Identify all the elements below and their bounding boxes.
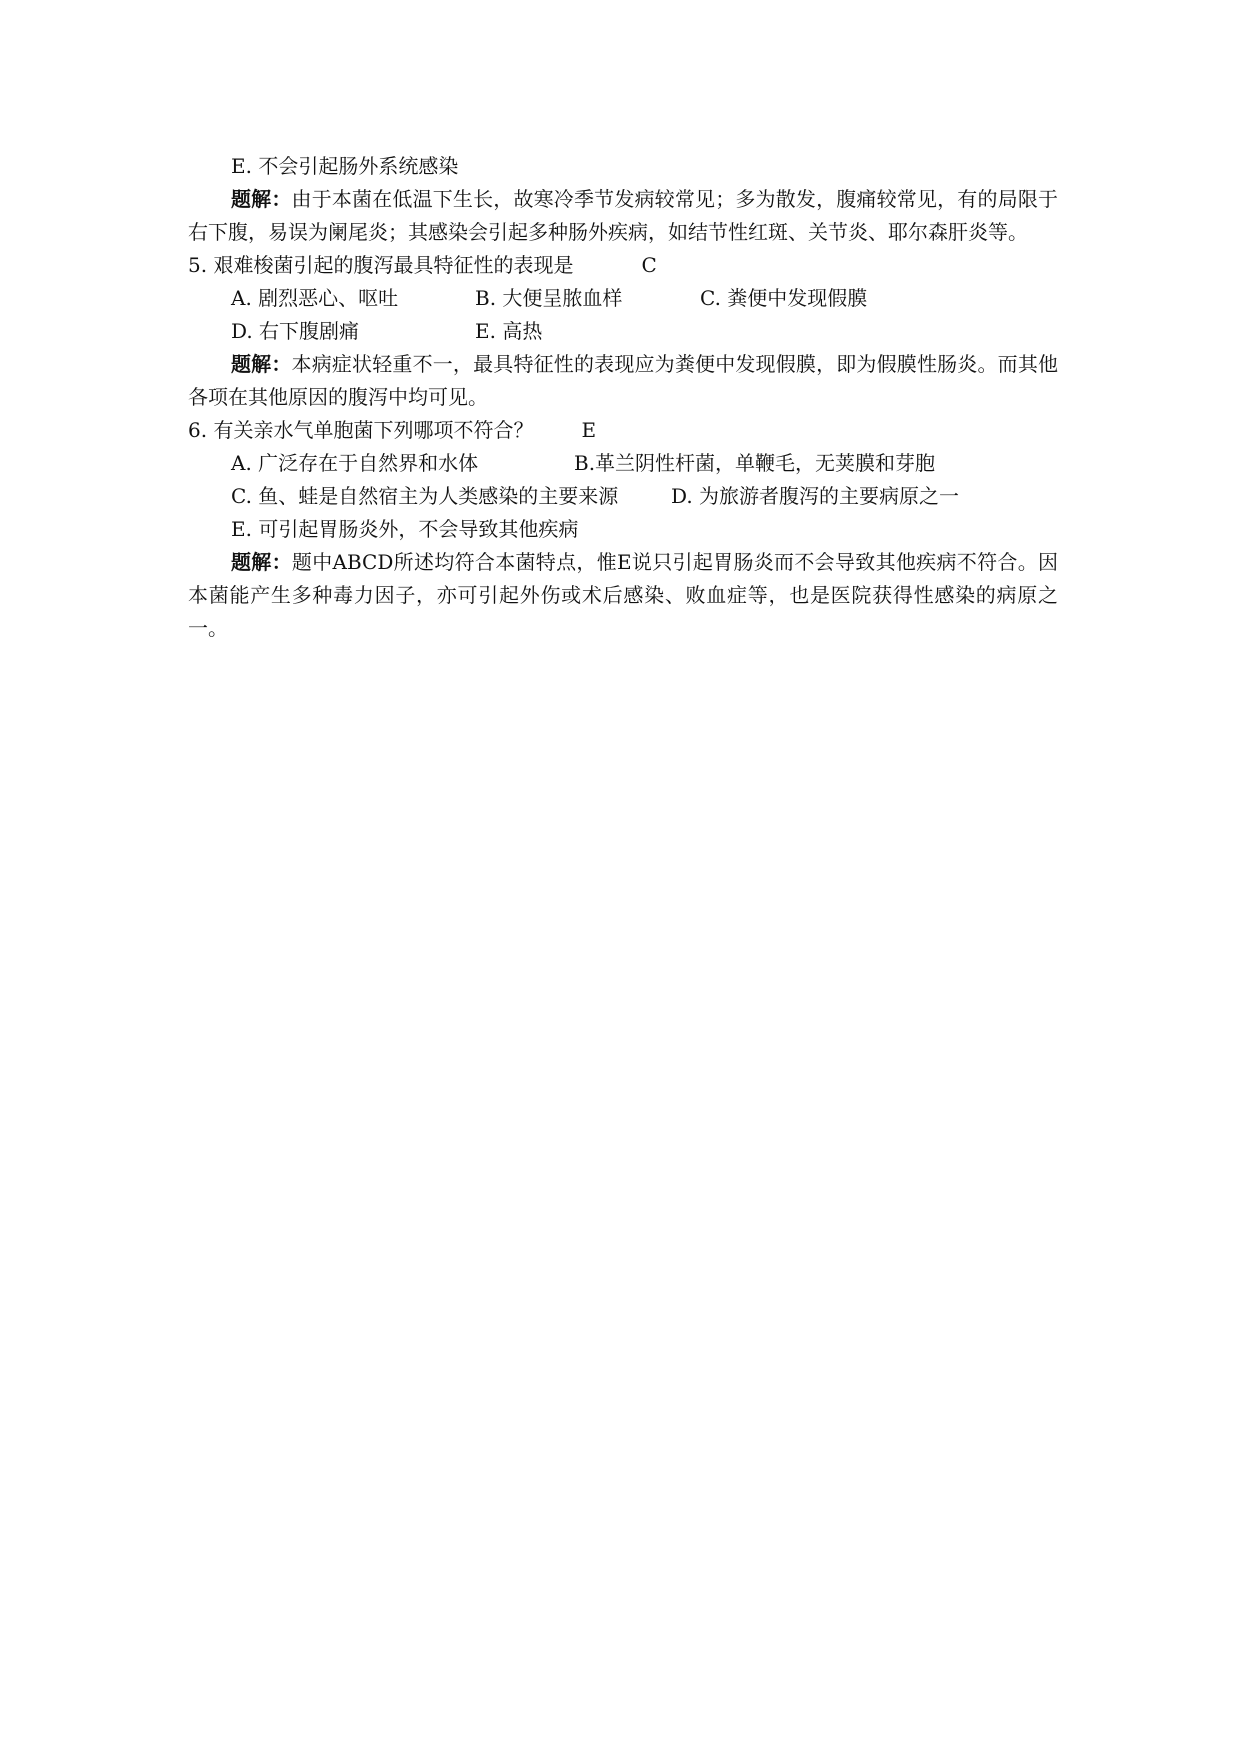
option-c: C. 粪便中发现假膜 [700, 286, 868, 310]
explanation-paragraph [188, 348, 1058, 414]
option-b: B. 大便呈脓血样 [475, 286, 623, 310]
explanation-label: 题解： [231, 187, 292, 211]
question-6 [188, 414, 1058, 447]
question-stem: 6. 有关亲水气单胞菌下列哪项不符合？ [188, 418, 534, 442]
options-row [188, 282, 1058, 315]
options-row [188, 315, 1058, 348]
option-d: D. 右下腹剧痛 [231, 319, 360, 343]
option-c: C. 鱼、蛙是自然宿主为人类感染的主要来源 [231, 484, 619, 508]
option-e: E. 可引起胃肠炎外，不会导致其他疾病 [231, 517, 579, 541]
option-line: E. 不会引起肠外系统感染 [231, 154, 459, 178]
option-a: A. 广泛存在于自然界和水体 [231, 451, 479, 475]
option-d: D. 为旅游者腹泻的主要病原之一 [671, 484, 960, 508]
question-stem: 5. 艰难梭菌引起的腹泻最具特征性的表现是 [188, 253, 574, 277]
explanation-label: 题解： [231, 550, 292, 574]
question-answer: E [581, 418, 597, 442]
explanation-paragraph [188, 546, 1058, 645]
explanation-text: 本病症状轻重不一，最具特征性的表现应为粪便中发现假膜，即为假膜性肠炎。而其他各项在其他原因的腹泻中均可见。 [188, 352, 1059, 409]
question-5 [188, 249, 1058, 282]
document-content [188, 150, 1058, 645]
explanation-text: 由于本菌在低温下生长，故寒冷季节发病较常见；多为散发，腹痛较常见，有的局限于右下腹，易误为阑尾炎；其感染会引起多种肠外疾病，如结节性红斑、关节炎、耶尔森肝炎等。 [188, 187, 1059, 244]
explanation-paragraph [188, 183, 1058, 249]
question-answer: C [641, 253, 657, 277]
explanation-label: 题解： [231, 352, 292, 376]
options-row [188, 447, 1058, 480]
option-a: A. 剧烈恶心、呕吐 [231, 286, 399, 310]
explanation-text: 题中ABCD所述均符合本菌特点，惟E说只引起胃肠炎而不会导致其他疾病不符合。因本菌能产生多种毒力因子，亦可引起外伤或术后感染、败血症等，也是医院获得性感染的病原之一。 [188, 550, 1059, 640]
option-e: E. 高热 [475, 319, 543, 343]
option-b: B.革兰阴性杆菌，单鞭毛，无荚膜和芽胞 [574, 451, 936, 475]
options-row [188, 480, 1058, 513]
